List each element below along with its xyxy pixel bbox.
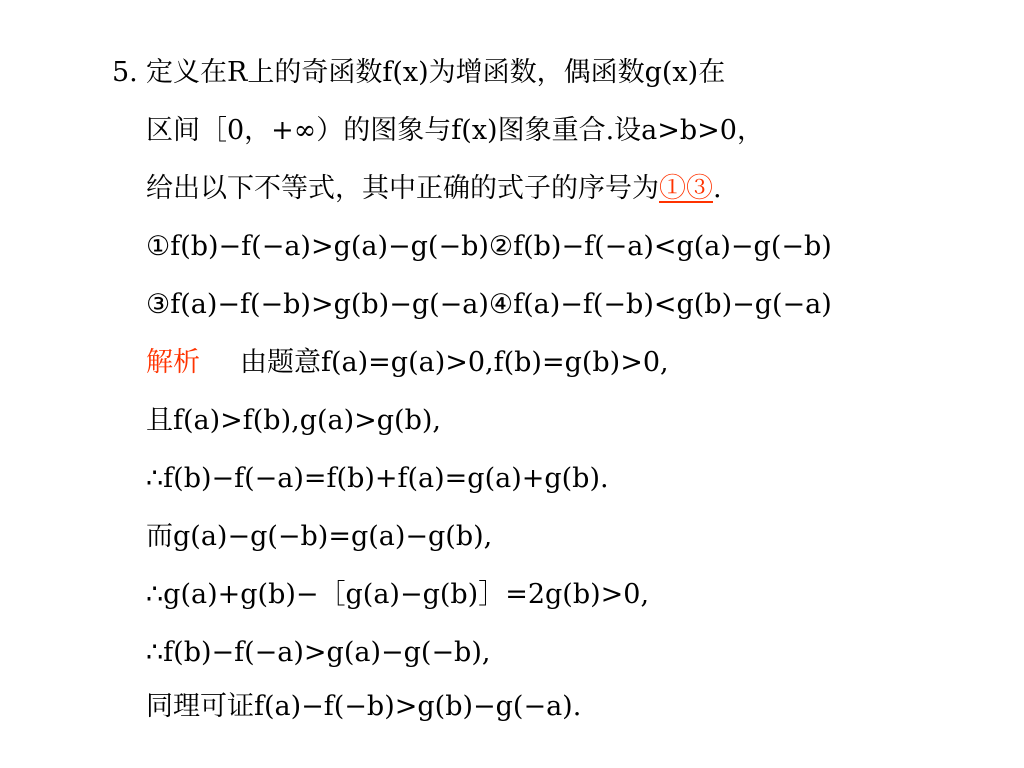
solution-step-6: ∴f(b)−f(−a)>g(a)−g(−b), — [146, 637, 491, 668]
problem-text-1: 定义在R上的奇函数f(x)为增函数，偶函数g(x)在 — [146, 57, 726, 88]
solution-step-3: ∴f(b)−f(−a)=f(b)+f(a)=g(a)+g(b). — [146, 463, 609, 494]
solution-text-1 — [146, 345, 669, 381]
solution-step-7: 同理可证f(a)−f(−b)>g(b)−g(−a). — [146, 691, 582, 722]
solution-label: 解析 — [146, 347, 200, 378]
problem-number: 5. — [112, 57, 138, 88]
solution-step-2: 且f(a)>f(b),g(a)>g(b), — [146, 405, 441, 436]
solution-step-4: 而g(a)−g(−b)=g(a)−g(b), — [146, 521, 493, 552]
options-text-2: ③f(a)−f(−b)>g(b)−g(−a)④f(a)−f(−b)<g(b)−g(−a) — [146, 289, 832, 320]
options-text-1: ①f(b)−f(−a)>g(a)−g(−b)②f(b)−f(−a)<g(a)−g(−b) — [146, 231, 832, 262]
problem-question: 给出以下不等式，其中正确的式子的序号为 — [146, 173, 659, 204]
answer-text: ①③ — [659, 173, 713, 204]
solution-step-1: 由题意f(a)=g(a)>0,f(b)=g(b)>0, — [240, 347, 669, 378]
problem-text-2: 区间［0，+∞）的图象与f(x)图象重合.设a>b>0， — [146, 115, 764, 146]
solution-step-5: ∴g(a)+g(b)−［g(a)−g(b)］=2g(b)>0, — [146, 579, 650, 610]
problem-period: . — [713, 173, 722, 204]
problem-text-3 — [146, 171, 722, 207]
